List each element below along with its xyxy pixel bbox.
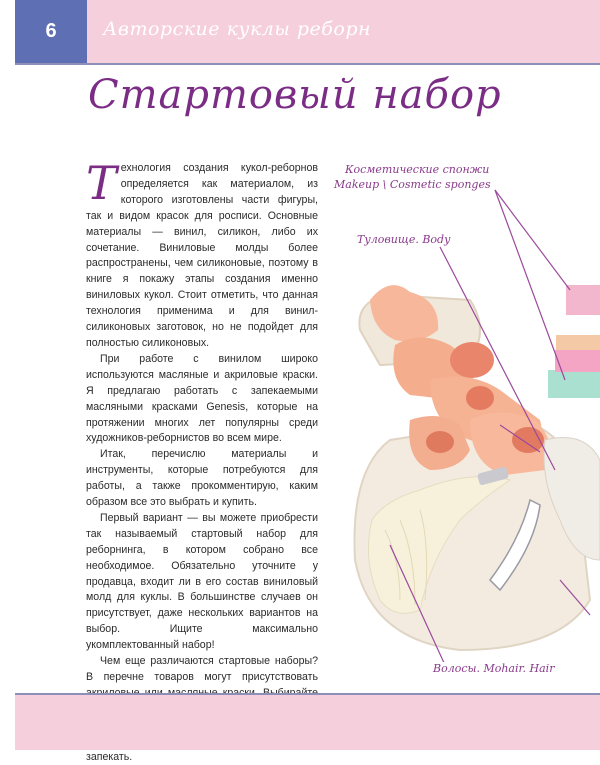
running-title: Авторские куклы реборн bbox=[103, 18, 372, 40]
paragraph: Итак, перечислю материалы и инструменты, которые потребуются для работы, а также прокомментирую, каким образом все это выбрать и купить. bbox=[86, 448, 318, 509]
drop-cap: Т bbox=[86, 156, 117, 210]
label-hair: Волосы. Mohair. Hair bbox=[433, 662, 555, 675]
page-title: Стартовый набор bbox=[88, 72, 502, 118]
paragraph: Чем еще различаются стартовые наборы? В перечне товаров могут присутствовать запекать. bbox=[86, 655, 318, 763]
label-sponges-en: Makeup \ Cosmetic sponges bbox=[334, 178, 491, 191]
page-number: 6 bbox=[15, 0, 87, 63]
label-body: Туловище. Body bbox=[357, 233, 451, 246]
paragraph: Технология создания кукол-реборнов определяется как материалом, из которого изготовлены части фигуры, так и видом красок для росписи. Основные материалы — винил, силикон, либо их сочетание. Виниловые молды более распространены, чем силиконовые, поэтому в книге я покажу этапы создания именно виниловых кукол. Стоит отметить, что данная технология применима и для винил-силиконовых заготовок, но не подойдет для полностью силиконовых. bbox=[86, 156, 318, 349]
reborn-kit-photo bbox=[325, 0, 600, 750]
body-text bbox=[86, 156, 318, 765]
paragraph: При работе с винилом широко используются масляные и акриловые краски. Я предлагаю работать с запекаемыми масляными красками Genesis, которые на протяжении многих лет популярны среди художников-реборнистов во всем мире. bbox=[86, 352, 318, 445]
footer-band bbox=[15, 695, 600, 750]
label-sponges-ru: Косметические спонжи bbox=[345, 163, 490, 176]
paragraph: Первый вариант — вы можете приобрести так называемый стартовый набор для реборнинга, в котором собрано все необходимое. Обязательно уточните у продавца, входит ли в его состав виниловый молд для куклы. В большинстве случаев он присутствует, даже нескольких вариантов на выбор. Ищите максимально укомплектованный набор! bbox=[86, 511, 318, 652]
